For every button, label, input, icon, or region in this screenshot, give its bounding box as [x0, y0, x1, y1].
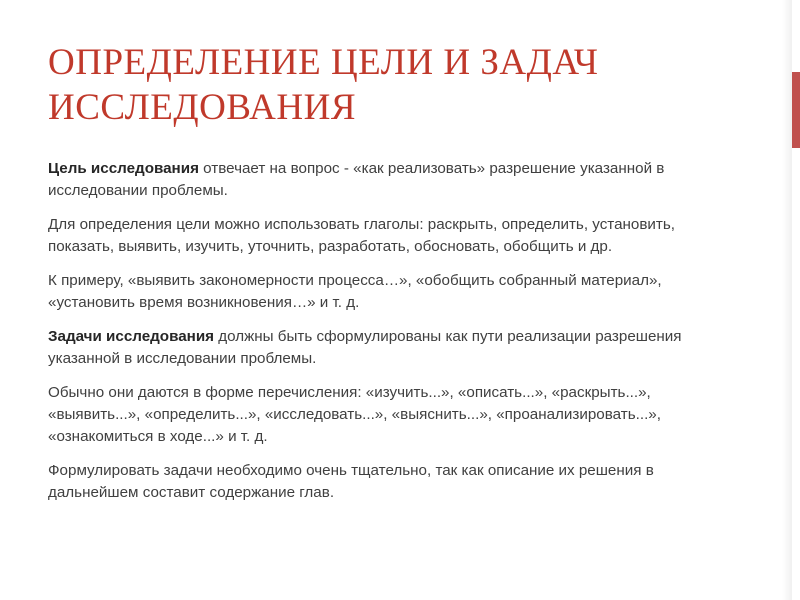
paragraph-goal-verbs: Для определения цели можно использовать глаголы: раскрыть, определить, установить, показать, выявить, изучить, уточнить, разработать, обосновать, обобщить и др. — [48, 216, 675, 255]
paragraph-tasks-definition — [48, 326, 728, 370]
paragraph-goal-definition — [48, 158, 728, 202]
paragraph-tasks-advice: Формулировать задачи необходимо очень тщательно, так как описание их решения в дальнейшем составит содержание глав. — [48, 462, 654, 501]
paragraph-goal-examples: К примеру, «выявить закономерности процесса…», «обобщить собранный материал», «установить время возникновения…» и т. д. — [48, 272, 662, 311]
slide-body — [48, 158, 728, 516]
term-research-goal: Цель исследования — [48, 160, 199, 177]
goal-definition-text: отвечает на вопрос - «как реализовать» разрешение указанной в исследовании проблемы. — [48, 160, 665, 199]
title-accent-bar — [792, 72, 800, 148]
term-research-tasks: Задачи исследования — [48, 328, 215, 345]
tasks-definition-text: должны быть сформулированы как пути реализации разрешения указанной в исследовании проблемы. — [48, 328, 682, 367]
slide-edge-shadow — [782, 0, 792, 600]
paragraph-tasks-examples: Обычно они даются в форме перечисления: «изучить...», «описать...», «раскрыть...», «выявить...», «определить...», «исследовать...», «выяснить...», «проанализировать...», «ознакомиться в ходе...» и т. д. — [48, 384, 661, 445]
slide-title: ОПРЕДЕЛЕНИЕ ЦЕЛИ И ЗАДАЧ ИССЛЕДОВАНИЯ — [48, 42, 599, 128]
